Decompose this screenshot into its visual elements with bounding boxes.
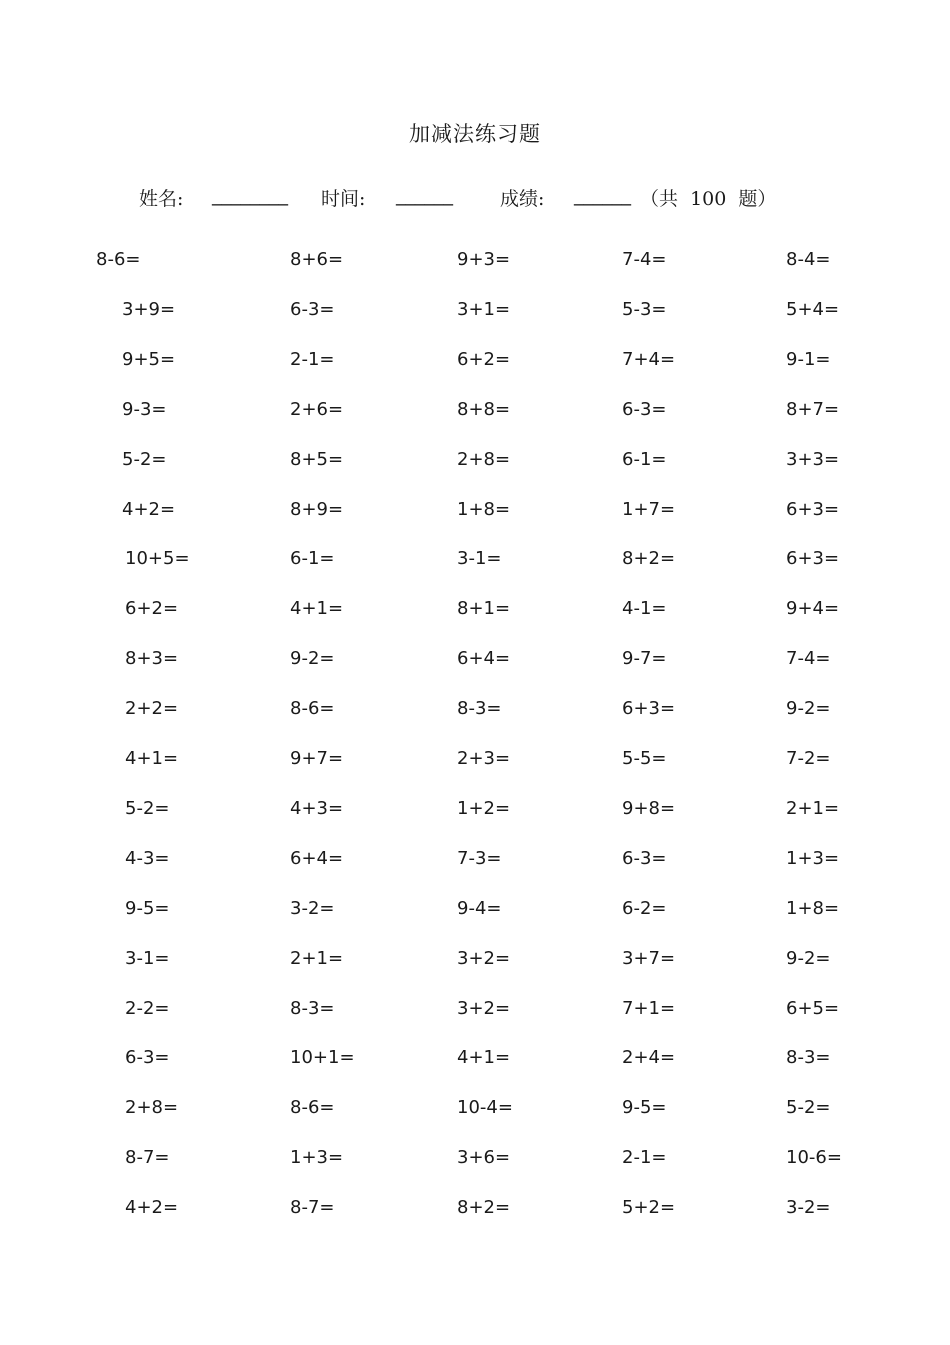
name-blank[interactable]: ________ [212, 184, 288, 206]
math-problem: 6+3= [786, 548, 840, 569]
math-problem: 3+6= [457, 1147, 511, 1168]
math-problem: 6+4= [290, 848, 344, 869]
math-problem: 8+1= [457, 598, 511, 619]
math-problem: 6+4= [457, 648, 511, 669]
math-problem: 2+6= [290, 399, 344, 420]
math-problem: 7-2= [786, 748, 831, 769]
math-problem: 6+2= [457, 349, 511, 370]
math-problem: 7-4= [786, 648, 831, 669]
math-problem: 8-3= [457, 698, 502, 719]
math-problem: 6+3= [786, 499, 840, 520]
score-label: 成绩: [500, 188, 545, 210]
math-problem: 2+3= [457, 748, 511, 769]
math-problem: 1+3= [786, 848, 840, 869]
math-problem: 8-3= [786, 1047, 831, 1068]
math-problem: 9+8= [622, 798, 676, 819]
math-problem: 7-3= [457, 848, 502, 869]
math-problem: 3+3= [786, 449, 840, 470]
math-problem: 4+2= [122, 499, 176, 520]
math-problem: 4+3= [290, 798, 344, 819]
math-problem: 6-3= [622, 399, 667, 420]
math-problem: 1+3= [290, 1147, 344, 1168]
math-problem: 5-2= [122, 449, 167, 470]
math-problem: 8-4= [786, 249, 831, 270]
math-problem: 9-2= [290, 648, 335, 669]
math-problem: 8+9= [290, 499, 344, 520]
math-problem: 9-5= [125, 898, 170, 919]
math-problem: 9+7= [290, 748, 344, 769]
math-problem: 3+2= [457, 948, 511, 969]
math-problem: 10-6= [786, 1147, 842, 1168]
math-problem: 6-2= [622, 898, 667, 919]
math-problem: 3-1= [457, 548, 502, 569]
math-problem: 1+2= [457, 798, 511, 819]
time-blank[interactable]: ______ [396, 184, 453, 206]
math-problem: 4+1= [125, 748, 179, 769]
math-problem: 4+2= [125, 1197, 179, 1218]
math-problem: 3-1= [125, 948, 170, 969]
math-problem: 8+2= [457, 1197, 511, 1218]
math-problem: 7+4= [622, 349, 676, 370]
math-problem: 8+7= [786, 399, 840, 420]
math-problem: 3+2= [457, 998, 511, 1019]
math-problem: 9-1= [786, 349, 831, 370]
math-problem: 9+5= [122, 349, 176, 370]
math-problem: 6-3= [290, 299, 335, 320]
math-problem: 8+2= [622, 548, 676, 569]
time-label: 时间: [321, 188, 366, 210]
math-problem: 3+9= [122, 299, 176, 320]
math-problem: 8-7= [290, 1197, 335, 1218]
math-problem: 8+5= [290, 449, 344, 470]
math-problem: 8+6= [290, 249, 344, 270]
math-problem: 1+8= [786, 898, 840, 919]
math-problem: 4+1= [290, 598, 344, 619]
math-problem: 1+8= [457, 499, 511, 520]
math-problem: 8-6= [96, 249, 141, 270]
score-blank[interactable]: ______ [574, 184, 631, 206]
math-problem: 2-2= [125, 998, 170, 1019]
math-problem: 9-7= [622, 648, 667, 669]
name-label: 姓名: [139, 188, 184, 210]
math-problem: 10+1= [290, 1047, 355, 1068]
math-problem: 9+4= [786, 598, 840, 619]
math-problem: 5-2= [786, 1097, 831, 1118]
math-problem: 6+3= [622, 698, 676, 719]
math-problem: 2+2= [125, 698, 179, 719]
math-problem: 6+2= [125, 598, 179, 619]
math-problem: 6-1= [290, 548, 335, 569]
math-problem: 6-1= [622, 449, 667, 470]
math-problem: 6+5= [786, 998, 840, 1019]
math-problem: 10+5= [125, 548, 190, 569]
math-problem: 6-3= [622, 848, 667, 869]
math-problem: 9-3= [122, 399, 167, 420]
math-problem: 5+4= [786, 299, 840, 320]
math-problem: 5-2= [125, 798, 170, 819]
math-problem: 6-3= [125, 1047, 170, 1068]
math-problem: 9-5= [622, 1097, 667, 1118]
math-problem: 4-1= [622, 598, 667, 619]
math-problem: 3+1= [457, 299, 511, 320]
math-problem: 9-4= [457, 898, 502, 919]
math-problem: 2+8= [457, 449, 511, 470]
math-problem: 8-3= [290, 998, 335, 1019]
math-problem: 8+3= [125, 648, 179, 669]
math-problem: 3-2= [290, 898, 335, 919]
student-info-row [0, 184, 950, 212]
math-problem: 8-6= [290, 1097, 335, 1118]
math-problem: 10-4= [457, 1097, 513, 1118]
math-problem: 3+7= [622, 948, 676, 969]
math-problem: 3-2= [786, 1197, 831, 1218]
math-problem: 7-4= [622, 249, 667, 270]
math-problem: 5-3= [622, 299, 667, 320]
math-problem: 2-1= [290, 349, 335, 370]
math-problem: 2+8= [125, 1097, 179, 1118]
total-count-note: （共 100 题） [640, 188, 777, 210]
math-problem: 2+1= [290, 948, 344, 969]
math-problem: 9-2= [786, 698, 831, 719]
math-problem: 2+1= [786, 798, 840, 819]
math-problem: 2+4= [622, 1047, 676, 1068]
math-problem: 9+3= [457, 249, 511, 270]
math-problem: 8-6= [290, 698, 335, 719]
math-problem: 2-1= [622, 1147, 667, 1168]
math-problem: 5+2= [622, 1197, 676, 1218]
math-problem: 5-5= [622, 748, 667, 769]
math-problem: 4+1= [457, 1047, 511, 1068]
math-problem: 4-3= [125, 848, 170, 869]
math-problem: 9-2= [786, 948, 831, 969]
worksheet-title: 加减法练习题 [409, 122, 541, 146]
math-problem: 8-7= [125, 1147, 170, 1168]
math-problem: 8+8= [457, 399, 511, 420]
math-problem: 1+7= [622, 499, 676, 520]
math-problem: 7+1= [622, 998, 676, 1019]
